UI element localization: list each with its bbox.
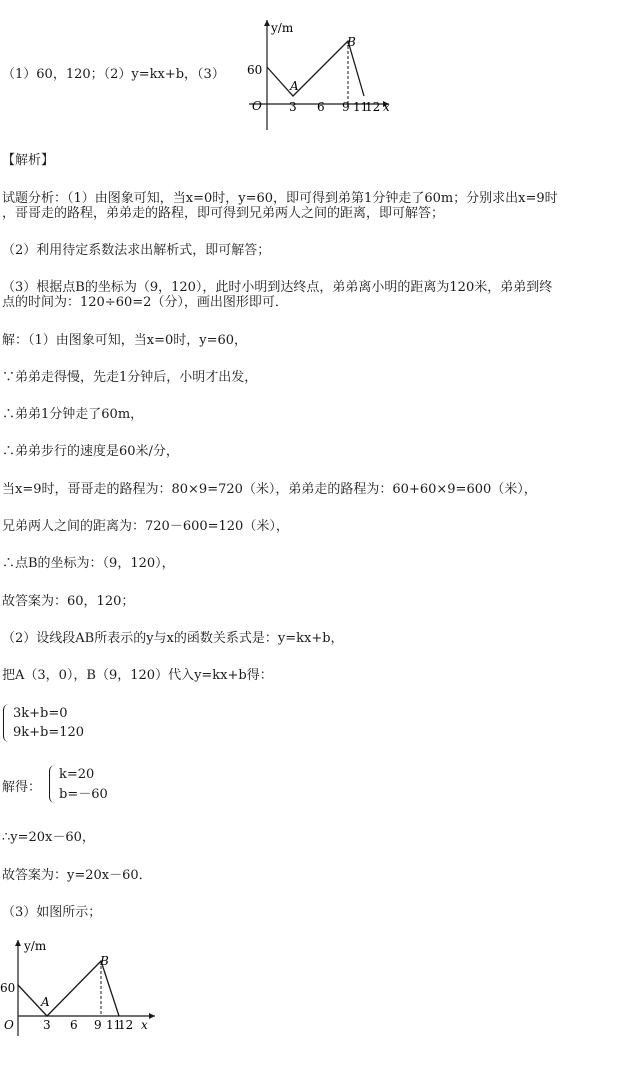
analysis-p2: （2）利用待定系数法求出解析式，即可解答； (2, 243, 271, 258)
x-axis-arrow (149, 1013, 155, 1019)
x-tick-3: 3 (43, 1018, 51, 1032)
analysis-p3a: （3）根据点B的坐标为（9，120），此时小明到达终点，弟弟离小明的距离为120米，弟弟到终 (2, 280, 553, 295)
solution-s9: （2）设线段AB所表示的y与x的函数关系式是：y=kx+b， (2, 631, 344, 646)
equation-system (3, 704, 123, 742)
x-axis-label: x (383, 100, 390, 114)
graph-line (18, 961, 119, 1016)
solution-s3: ∴弟弟1分钟走了60m， (2, 407, 144, 422)
x-tick-12: 12 (365, 100, 381, 114)
x-tick-12: 12 (118, 1018, 134, 1032)
result-brace (49, 765, 56, 803)
solution-s2: ∵弟弟走得慢，先走1分钟后，小明才出发， (2, 370, 258, 385)
solution-s13: （3）如图所示； (2, 905, 102, 920)
x-axis-label: x (141, 1018, 148, 1032)
solve-label: 解得： (2, 780, 42, 795)
y-axis-label: y/m (271, 21, 294, 35)
x-tick-9: 9 (342, 100, 350, 114)
solution-s7: ∴点B的坐标为：（9，120）， (2, 556, 175, 571)
equation-brace (3, 704, 10, 742)
x-tick-11: 11 (106, 1018, 122, 1032)
x-tick-6: 6 (70, 1018, 78, 1032)
result-2: b=－60 (59, 787, 108, 802)
analysis-p1a: 试题分析：（1）由图象可知，当x=0时，y=60，即可得到弟第1分钟走了60m；分别求出x=9时 (2, 191, 558, 206)
point-a-label: A (41, 995, 50, 1009)
y-axis-arrow (264, 20, 270, 26)
equation-2: 9k+b=120 (13, 725, 85, 740)
solution-s5: 当x=9时，哥哥走的路程为：80×9=720（米），弟弟走的路程为：60+60×9=600（米）， (2, 482, 537, 497)
result-system (49, 765, 129, 803)
solution-s8: 故答案为：60，120； (2, 594, 135, 609)
y-tick-label: 60 (0, 981, 16, 995)
x-tick-6: 6 (317, 100, 325, 114)
x-tick-9: 9 (94, 1018, 102, 1032)
point-a-label: A (290, 79, 299, 93)
solution-s4: ∴弟弟步行的速度是60米/分， (2, 444, 179, 459)
point-b-label: B (100, 954, 109, 968)
solution-s6: 兄弟两人之间的距离为：720－600=120（米）， (2, 519, 289, 534)
y-tick-label: 60 (247, 63, 263, 77)
answer-line: （1）60，120；（2）y=kx+b，（3） (2, 67, 225, 82)
result-1: k=20 (59, 767, 95, 782)
function-graph-top (244, 18, 394, 133)
point-b-label: B (347, 35, 356, 49)
origin-label: O (252, 99, 262, 113)
y-axis-label: y/m (24, 939, 47, 953)
solution-s1: 解：（1）由图象可知，当x=0时，y=60， (2, 333, 248, 348)
x-tick-11: 11 (353, 100, 369, 114)
section-title: 【解析】 (2, 153, 55, 168)
solution-s10: 把A（3，0），B（9，120）代入y=kx+b得： (2, 668, 273, 683)
origin-label: O (4, 1018, 14, 1032)
equation-1: 3k+b=0 (13, 706, 68, 721)
solution-s11: ∴y=20x－60， (2, 830, 95, 845)
analysis-p3b: 点的时间为：120÷60=2（分），画出图形即可． (2, 295, 288, 310)
x-tick-3: 3 (289, 100, 297, 114)
y-axis-arrow (15, 940, 21, 946)
function-graph-bottom (0, 938, 160, 1038)
analysis-p1b: ，哥哥走的路程，弟弟走的路程，即可得到兄弟两人之间的距离，即可解答； (2, 206, 445, 221)
solution-s12: 故答案为：y=20x－60． (2, 868, 152, 883)
graph-line (267, 41, 364, 96)
